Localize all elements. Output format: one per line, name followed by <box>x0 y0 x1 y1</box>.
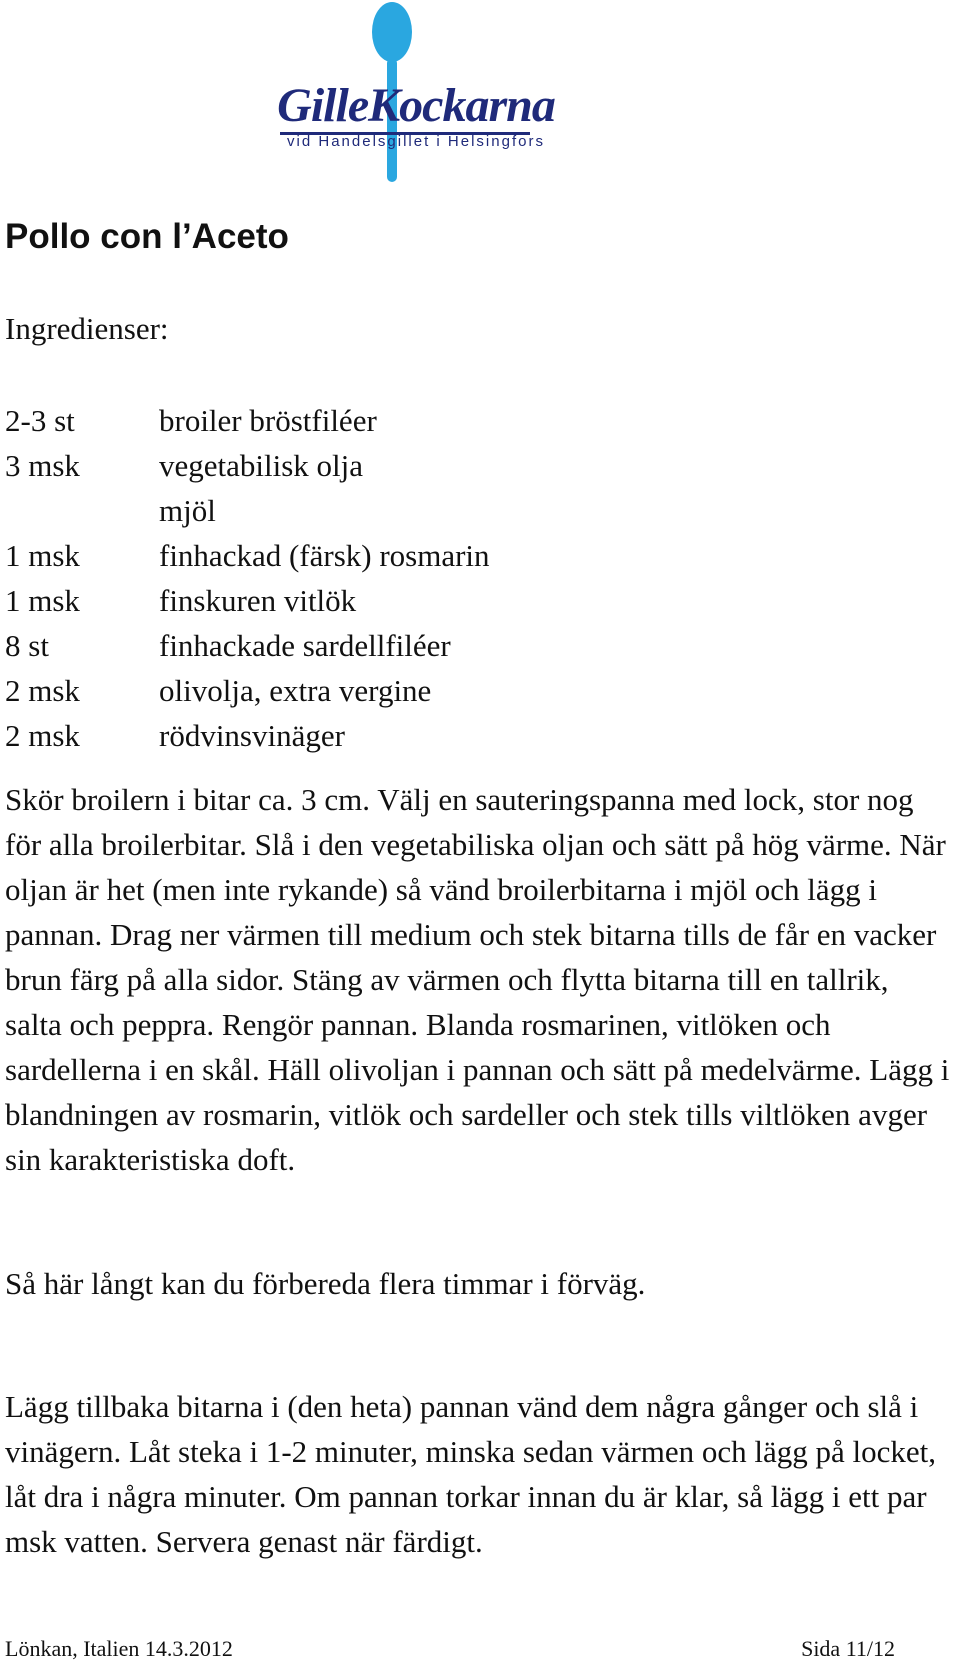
ingredient-row <box>5 398 905 443</box>
logo <box>266 0 566 185</box>
ingredient-row <box>5 623 905 668</box>
ingredient-row <box>5 713 905 758</box>
ingredient-row <box>5 668 905 713</box>
instructions-paragraph: Skör broilern i bitar ca. 3 cm. Välj en sauteringspanna med lock, stor nog för alla broilerbitar. Slå i den vegetabiliska oljan och sätt på hög värme. När oljan är het (men inte rykande) så vänd broilerbitarna i mjöl och lägg i pannan. Drag ner värmen till medium och stek bitarna tills de får en vacker brun färg på alla sidor. Stäng av värmen och flytta bitarna till en tallrik, salta och peppra. Rengör pannan. Blanda rosmarinen, vitlöken och sardellerna i en skål. Häll olivoljan i pannan och sätt på medelvärme. Lägg i blandningen av rosmarin, vitlök och sardeller och stek tills viltlöken avger sin karakteristiska doft. <box>5 782 950 1177</box>
ingredient-quantity: 2 msk <box>5 673 80 708</box>
ingredients-heading: Ingredienser: <box>5 311 169 346</box>
ingredient-list <box>5 398 905 758</box>
ingredient-name: finhackad (färsk) rosmarin <box>159 538 490 573</box>
instructions-paragraph: Lägg tillbaka bitarna i (den heta) pannan vänd dem några gånger och slå i vinägern. Låt steka i 1-2 minuter, minska sedan värmen och lägg på locket, låt dra i några minuter. Om pannan torkar innan du är klar, så lägg i ett par msk vatten. Servera genast när färdigt. <box>5 1389 937 1559</box>
footer-location-date: Lönkan, Italien 14.3.2012 <box>5 1636 233 1661</box>
ingredient-quantity: 8 st <box>5 628 49 663</box>
ingredient-name: finskuren vitlök <box>159 583 357 618</box>
recipe-title: Pollo con l’Aceto <box>5 217 289 256</box>
ingredient-quantity: 2-3 st <box>5 403 75 438</box>
ingredient-quantity: 1 msk <box>5 583 80 618</box>
ingredient-row <box>5 488 905 533</box>
ingredient-name: olivolja, extra vergine <box>159 673 432 708</box>
logo-name: GilleKockarna <box>277 79 555 132</box>
page-number: Sida 11/12 <box>801 1636 895 1661</box>
ingredient-name: rödvinsvinäger <box>159 718 345 753</box>
ingredient-quantity: 1 msk <box>5 538 80 573</box>
ingredient-row <box>5 578 905 623</box>
instructions-note: Så här långt kan du förbereda flera timmar i förväg. <box>5 1266 646 1301</box>
ingredient-row <box>5 443 905 488</box>
ingredient-row <box>5 533 905 578</box>
ingredient-name: broiler bröstfiléer <box>159 403 377 438</box>
ingredient-name: mjöl <box>159 493 216 528</box>
ingredient-name: finhackade sardellfiléer <box>159 628 451 663</box>
ingredient-name: vegetabilisk olja <box>159 448 364 483</box>
logo-subtitle: vid Handelsgillet i Helsingfors <box>287 133 545 150</box>
ingredient-quantity: 2 msk <box>5 718 80 753</box>
ingredient-quantity: 3 msk <box>5 448 80 483</box>
